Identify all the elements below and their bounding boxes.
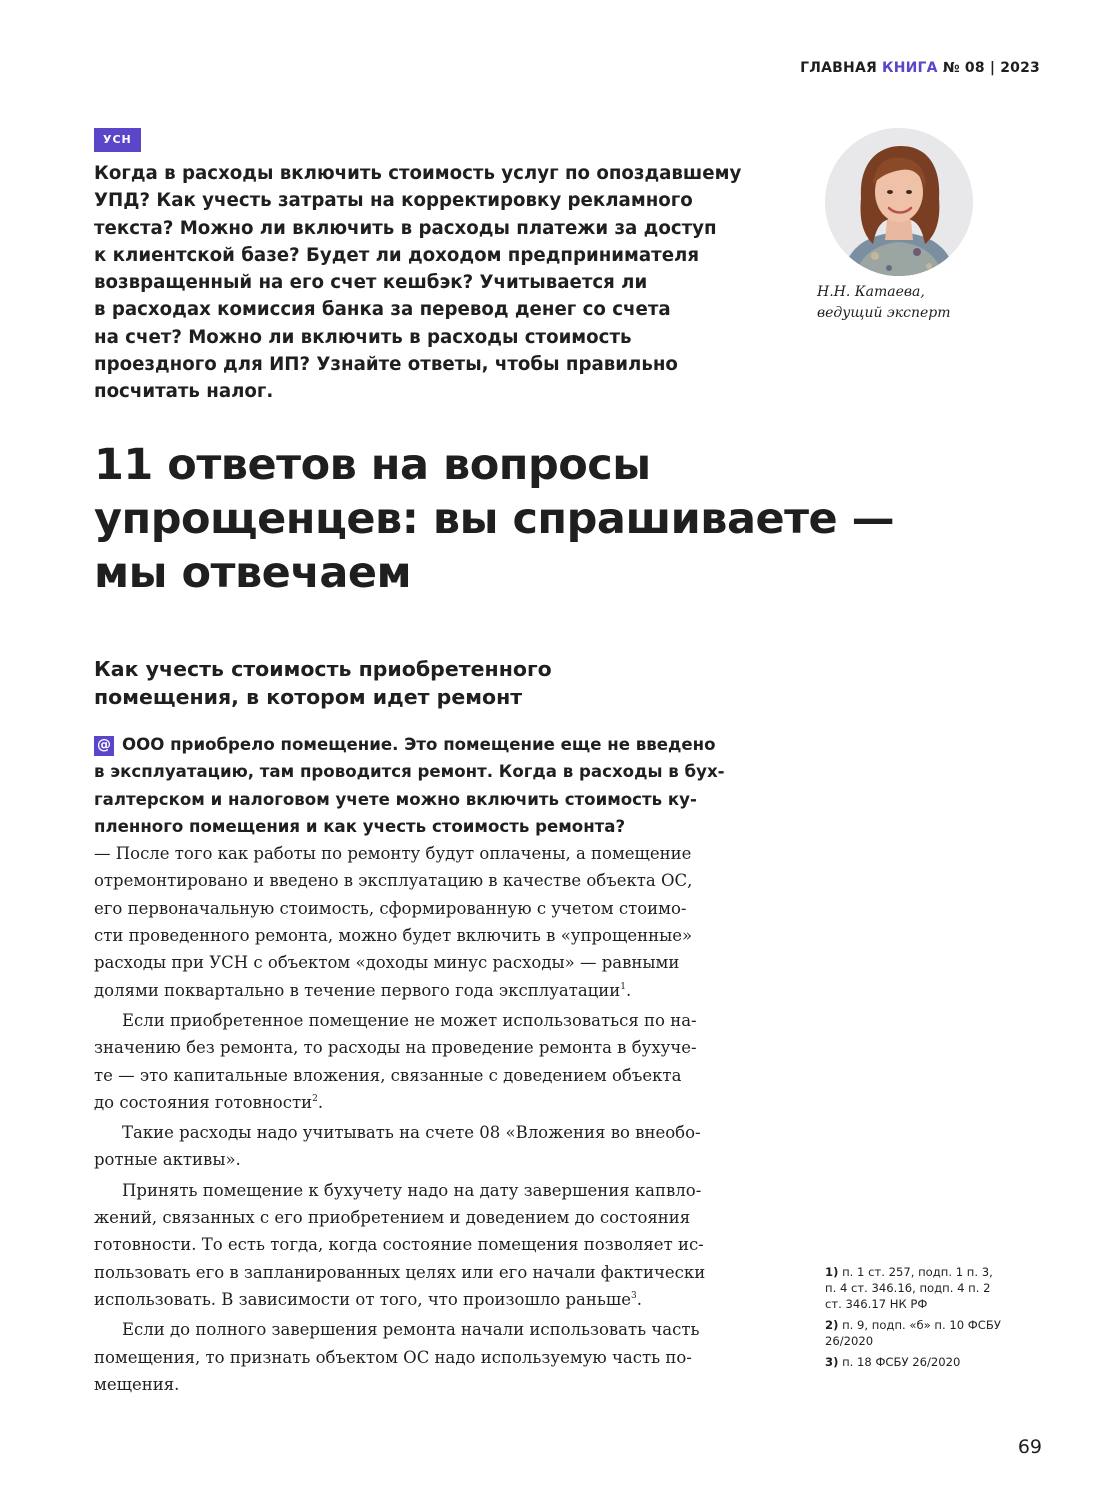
answer-line: его первоначальную стоимость, сформированную с учетом стоимо- [94,898,687,918]
footnote-ref-2: 2 [312,1093,318,1104]
answer-line: Если до полного завершения ремонта начали использовать часть [122,1320,700,1340]
section-heading-line: Как учесть стоимость приобретенного [94,657,552,681]
answer-line: пользовать его в запланированных целях или его начали фактически [94,1262,706,1282]
article-body [94,731,784,1398]
masthead-issue: № 08 | 2023 [942,60,1040,76]
answer-paragraph-5 [94,1316,784,1398]
lead-line: Когда в расходы включить стоимость услуг по опоздавшему [94,163,742,184]
answer-line: значению без ремонта, то расходы на проведение ремонта в бухуче- [94,1038,697,1058]
lead-line: возвращенный на его счет кешбэк? Учитывается ли [94,272,648,294]
answer-line: Такие расходы надо учитывать на счете 08 «Вложения во внеобо- [122,1123,701,1143]
title-line: упрощенцев: вы спрашиваете — [94,494,895,544]
answer-line: до состояния готовности$^2$. [94,1092,324,1112]
footnote-1: 1) п. 1 ст. 257, подп. 1 п. 3, п. 4 ст. 346.16, подп. 4 п. 2 ст. 346.17 НК РФ [825,1265,993,1311]
answer-line: — После того как работы по ремонту будут оплачены, а помещение [94,844,692,864]
answer-line: жений, связанных с его приобретением и доведением до состояния [94,1208,691,1228]
answer-paragraph-4 [94,1177,784,1313]
reader-question [94,731,784,840]
rubric-tag: УСН [94,128,141,152]
answer-line: те — это капитальные вложения, связанные с доведением объекта [94,1065,682,1085]
lead-line: к клиентской базе? Будет ли доходом предпринимателя [94,244,700,266]
section-heading-line: помещения, в котором идет ремонт [94,685,523,709]
masthead-word-main: ГЛАВНАЯ [800,60,877,76]
masthead [800,60,1040,76]
answer-line: сти проведенного ремонта, можно будет включить в «упрощенные» [94,926,693,946]
title-line: 11 ответов на вопросы [94,440,651,490]
lead-line: посчитать налог. [94,381,274,403]
masthead-word-book: КНИГА [882,60,938,76]
lead-line: УПД? Как учесть затраты на корректировку рекламного [94,190,693,212]
lead-line: текста? Можно ли включить в расходы платежи за доступ [94,217,717,239]
answer-line: Если приобретенное помещение не может использоваться по на- [122,1010,697,1030]
page-number: 69 [1017,1436,1042,1458]
question-line: пленного помещения и как учесть стоимость ремонта? [94,816,626,836]
answer-line: отремонтировано и введено в эксплуатацию в качестве объекта ОС, [94,871,693,891]
footnote-ref-1: 1 [620,981,627,992]
author-portrait [825,128,973,276]
answer-line: Принять помещение к бухучету надо на дату завершения капвло- [122,1180,702,1200]
footnote-number: 2) [825,1318,839,1332]
title-line: мы отвечаем [94,548,412,598]
footnote-number: 3) [825,1355,839,1369]
footnote-ref-3: 3 [630,1290,637,1301]
footnotes [825,1264,1040,1375]
author-role: ведущий эксперт [817,305,951,321]
footnote-2: 2) п. 9, подп. «б» п. 10 ФСБУ 26/2020 [825,1318,1001,1348]
answer-line: расходы при УСН с объектом «доходы минус расходы» — равными [94,953,680,973]
author-name: Н.Н. Катаева, [817,284,925,300]
answer-line: ротные активы». [94,1150,241,1170]
email-at-icon: @ [94,736,114,756]
lead-line: в расходах комиссия банка за перевод денег со счета [94,299,671,321]
lead-line: на счет? Можно ли включить в расходы стоимость [94,326,632,348]
footnote-number: 1) [825,1265,839,1279]
answer-line: помещения, то признать объектом ОС надо используемую часть по- [94,1347,692,1367]
section-heading [94,655,552,711]
article-title [94,438,994,600]
question-line: @ ООО приобрело помещение. Это помещение еще не введено [94,731,784,758]
question-line: галтерском и налоговом учете можно включить стоимость ку- [94,789,697,809]
answer-paragraph-2 [94,1007,784,1116]
author-caption [817,282,951,324]
author-portrait-image [825,128,973,276]
footnote-3: 3) п. 18 ФСБУ 26/2020 [825,1355,961,1369]
lead-paragraph [94,160,784,406]
answer-line: долями поквартально в течение первого года эксплуатации$^1$. [94,980,632,1000]
answer-line: готовности. То есть тогда, когда состояние помещения позволяет ис- [94,1235,704,1255]
lead-line: проездного для ИП? Узнайте ответы, чтобы правильно [94,354,678,376]
answer-line: мещения. [94,1374,180,1394]
answer-line: использовать. В зависимости от того, что произошло раньше$^3$. [94,1289,642,1309]
question-line: в эксплуатацию, там проводится ремонт. Когда в расходы в бух- [94,762,725,782]
answer-paragraph-1 [94,840,784,1004]
answer-paragraph-3 [94,1119,784,1174]
